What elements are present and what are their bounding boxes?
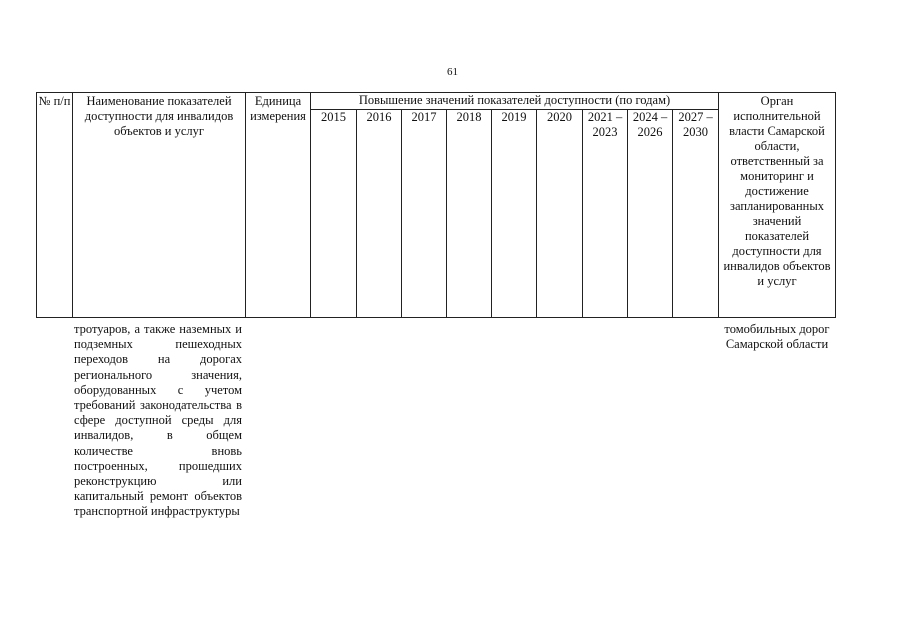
- year-header: 2016: [357, 110, 402, 318]
- year-header: 2024 – 2026: [628, 110, 673, 318]
- year-header: 2019: [492, 110, 537, 318]
- page-number: 61: [447, 66, 458, 78]
- year-header: 2021 – 2023: [583, 110, 628, 318]
- col-unit-header: Единица измерения: [246, 93, 311, 318]
- year-header: 2020: [537, 110, 583, 318]
- year-header: 2015: [311, 110, 357, 318]
- year-header: 2018: [447, 110, 492, 318]
- indicators-table-header: [36, 92, 836, 318]
- col-group-header: Повышение значений показателей доступности (по годам): [311, 93, 719, 110]
- responsible-organ-continuation: томобильных дорог Самарской области: [724, 322, 830, 352]
- year-header: 2017: [402, 110, 447, 318]
- col-organ-header: Орган исполнительной власти Самарской области, ответственный за мониторинг и достижение запланированных значений показателей доступности для инвалидов объектов и услуг: [719, 93, 836, 318]
- year-header: 2027 – 2030: [673, 110, 719, 318]
- col-num-header: № п/п: [37, 93, 73, 318]
- col-name-header: Наименование показателей доступности для инвалидов объектов и услуг: [73, 93, 246, 318]
- indicator-name-continuation: тротуаров, а также наземных и подземных пешеходных переходов на дорогах регионального значения, оборудованных с учетом требований законодательства в сфере доступной среды для инвалидов, в общем количестве вновь построенных, прошедших реконструкцию или капитальный ремонт объектов транспортной инфраструктуры: [74, 322, 242, 519]
